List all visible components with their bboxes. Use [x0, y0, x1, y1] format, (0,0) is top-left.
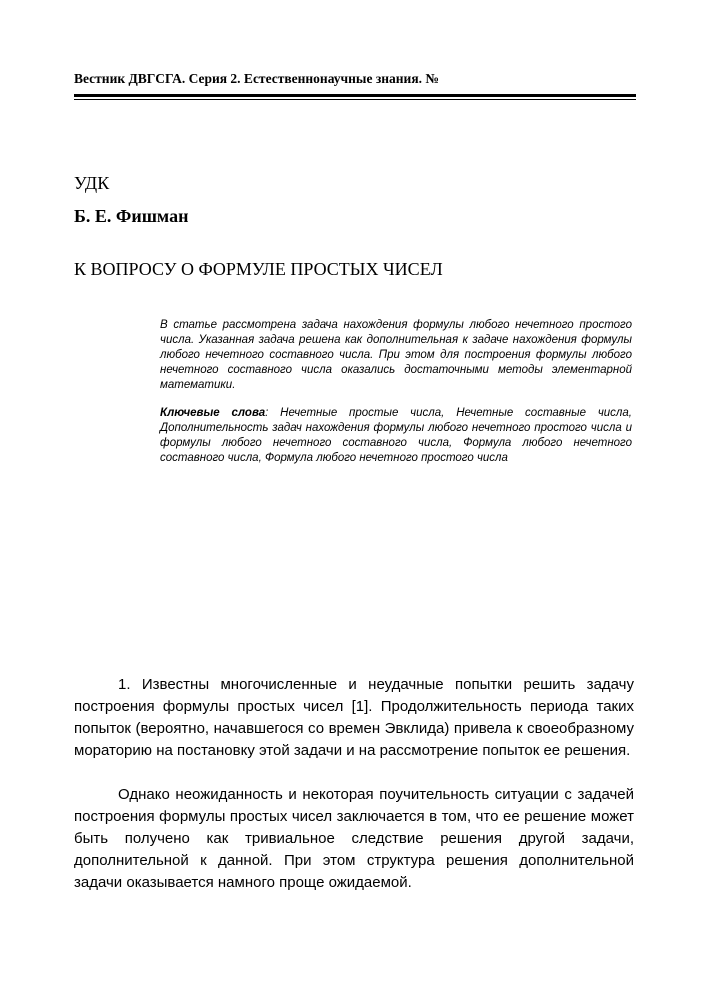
journal-header: Вестник ДВГСГА. Серия 2. Естественнонаучные знания. №: [74, 71, 439, 86]
keywords-label: Ключевые слова: [160, 407, 266, 419]
body-paragraph-2: Однако неожиданность и некоторая поучительность ситуации с задачей построения формулы простых чисел заключается в том, что ее решение может быть получено как тривиальное следствие решения другой задачи, дополнительной к данной. При этом структура решения дополнительной задачи оказывается намного проще ожидаемой.: [74, 786, 634, 891]
author-name: Б. Е. Фишман: [74, 206, 189, 226]
header-rule-thin: [74, 99, 636, 100]
body-paragraph-1: 1. Известны многочисленные и неудачные попытки решить задачу построения формулы простых чисел [1]. Продолжительность периода таких попыток (вероятно, начавшегося со времен Эвклида) привела к своеобразному мораторию на постановку этой задачи и на рассмотрение попыток ее решения.: [74, 676, 634, 759]
header-rule-thick: [74, 94, 636, 97]
udk-label: УДК: [74, 173, 110, 193]
keywords: [160, 406, 632, 466]
abstract: В статье рассмотрена задача нахождения формулы любого нечетного простого числа. Указанная задача решена как дополнительная к задаче нахождения формулы любого нечетного составного числа. При этом для построения формулы любого нечетного составного числа оказались достаточными методы элементарной математики.: [160, 319, 632, 391]
article-title: К ВОПРОСУ О ФОРМУЛЕ ПРОСТЫХ ЧИСЕЛ: [74, 259, 443, 279]
keywords-text: : Нечетные простые числа, Нечетные составные числа, Дополнительность задач нахождения формулы любого нечетного простого числа и формулы любого нечетного составного числа, Формула любого нечетного составного числа, Формула любого нечетного простого числа: [160, 407, 632, 464]
